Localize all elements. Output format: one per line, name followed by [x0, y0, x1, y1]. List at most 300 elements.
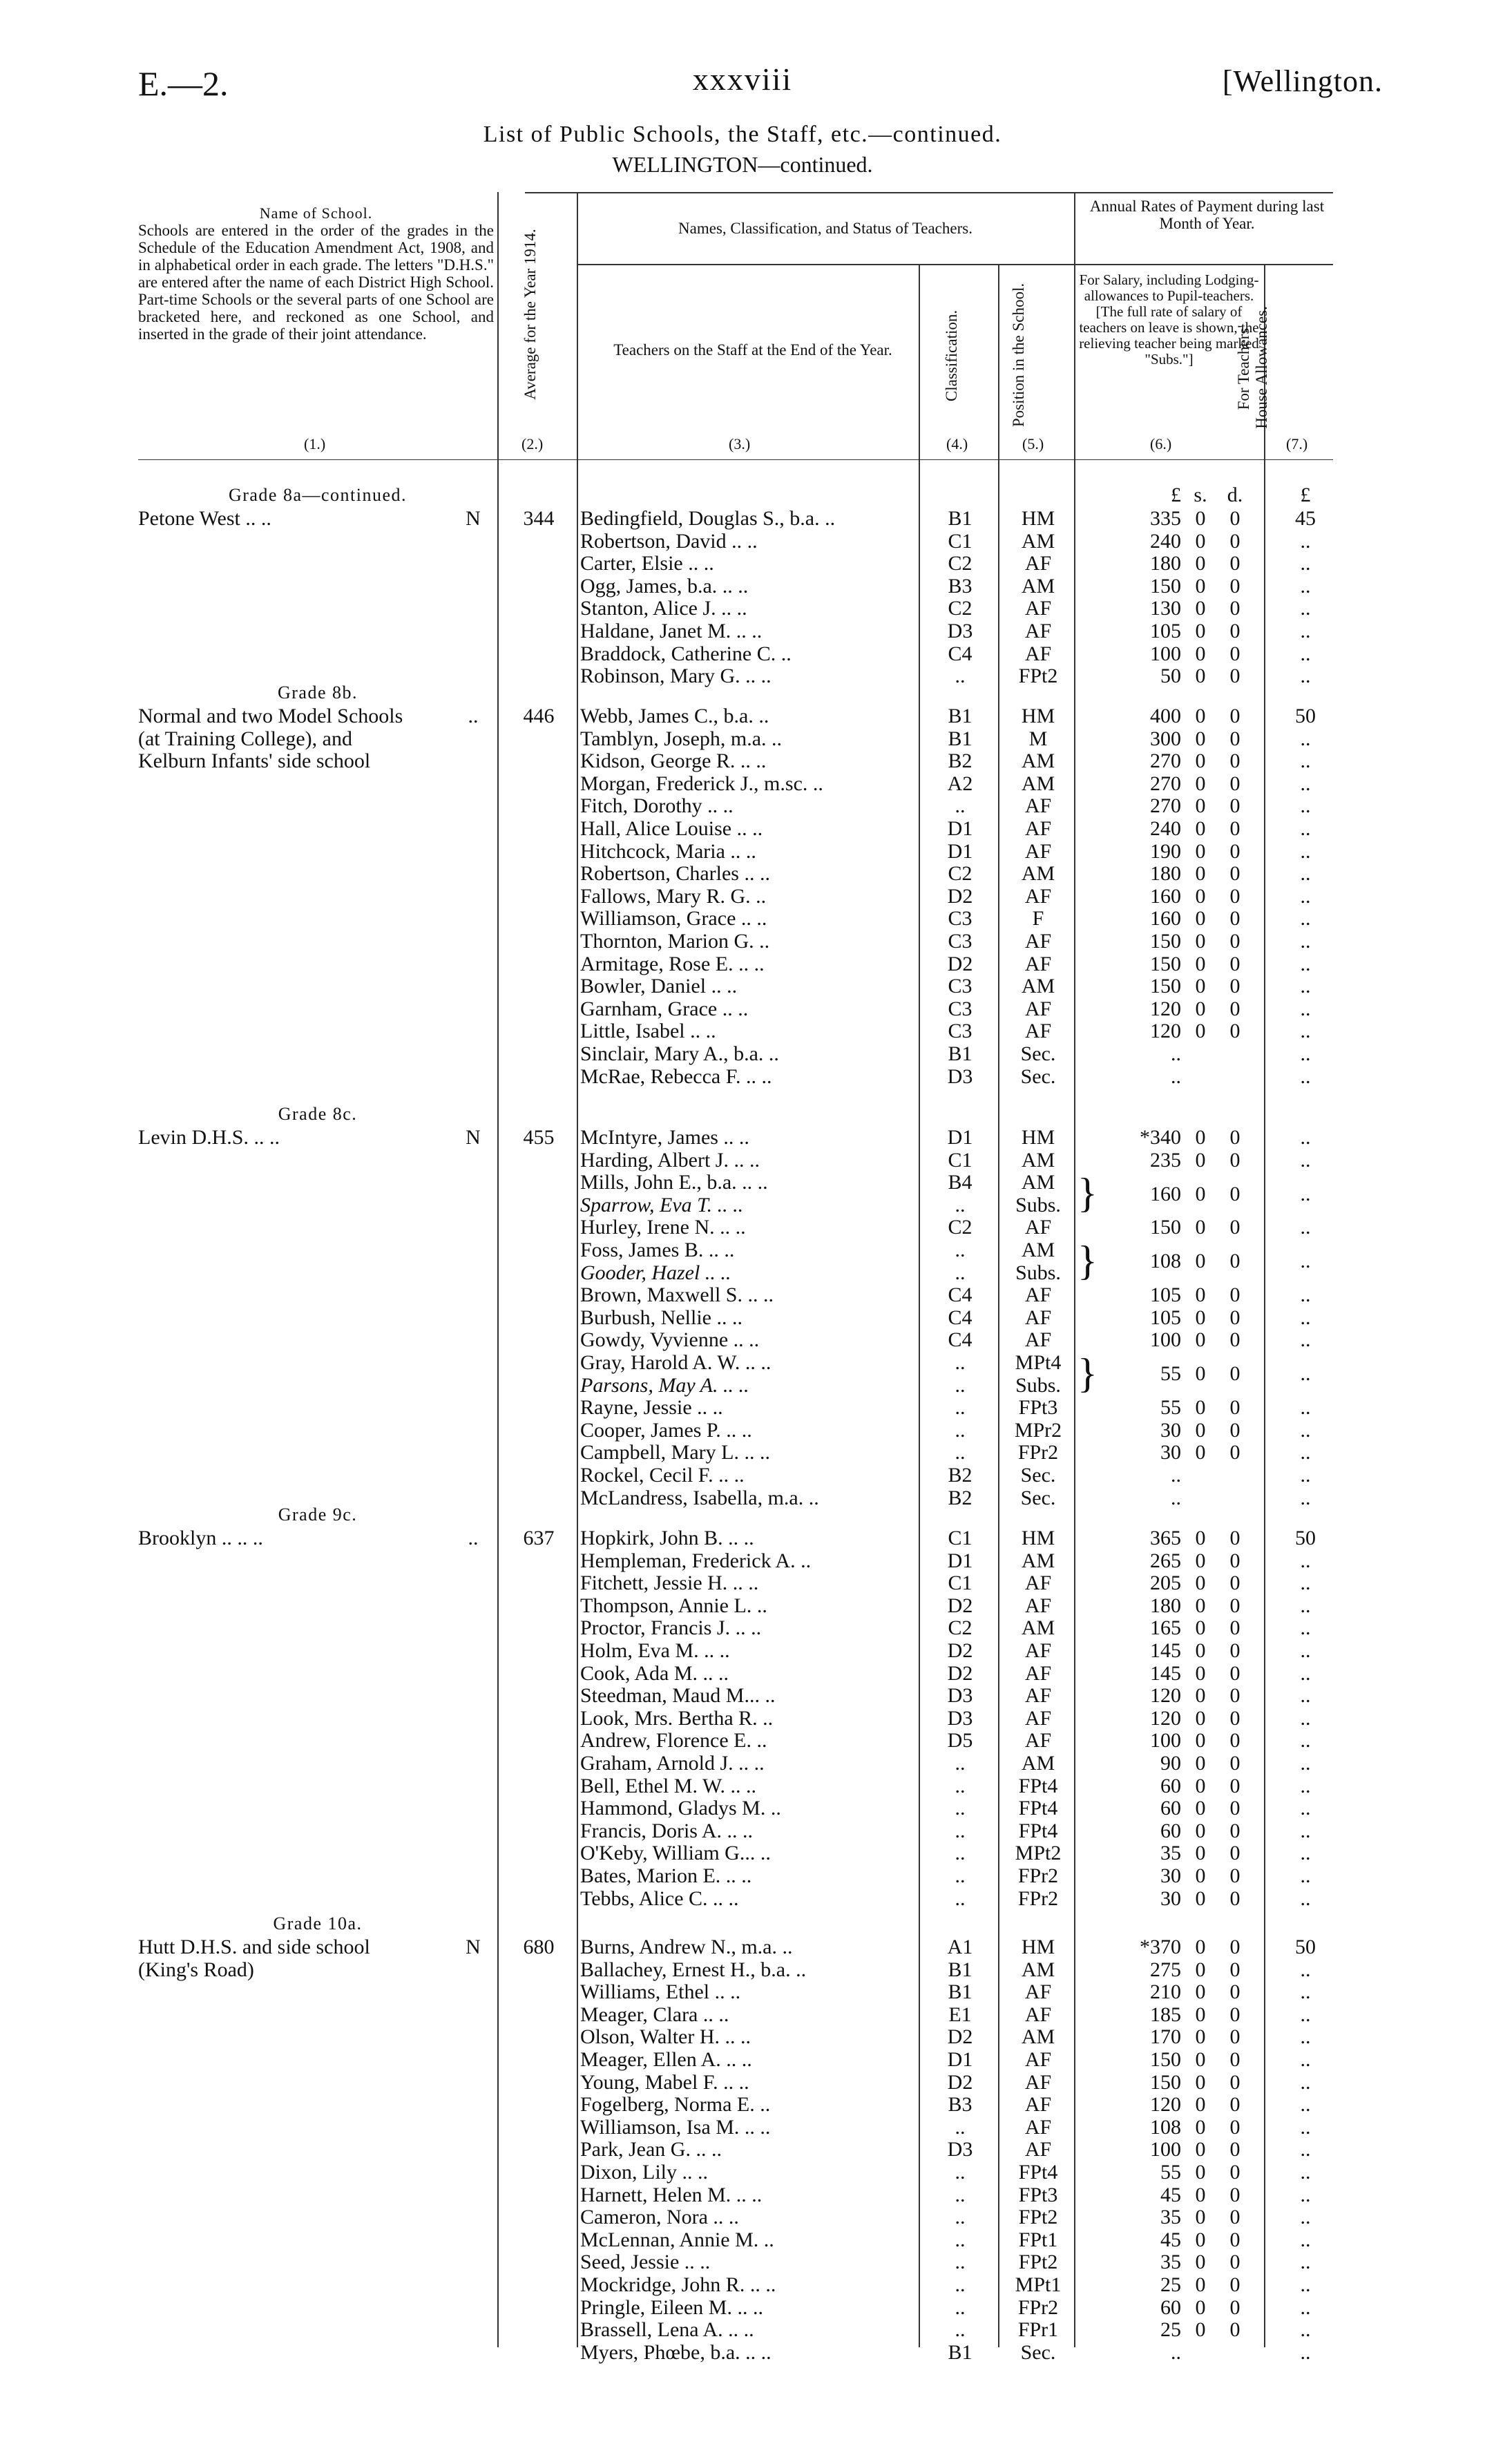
teacher-name: Gray, Harold A. W. .. ..	[580, 1351, 772, 1374]
salary-shillings: 0	[1195, 2318, 1206, 2342]
classification-cell: B4	[948, 1171, 973, 1194]
classification-cell: C2	[948, 1616, 973, 1640]
classification-cell: ..	[955, 2206, 966, 2229]
salary-pounds: 270	[1150, 772, 1181, 795]
salary-pence: 0	[1229, 1639, 1240, 1662]
teacher-name: Carter, Elsie .. ..	[580, 552, 714, 575]
salary-pence: 0	[1229, 1441, 1240, 1464]
house-allowance: ..	[1300, 1572, 1311, 1595]
position-cell: Sec.	[1020, 2340, 1056, 2364]
teacher-name: Ballachey, Ernest H., b.a. ..	[580, 1958, 807, 1981]
header-bottom-rule	[138, 459, 1333, 460]
salary-pence: 0	[1229, 529, 1240, 553]
position-cell: AM	[1021, 1958, 1055, 1981]
col-num-7: (7.)	[1286, 435, 1308, 452]
salary-pounds: 108	[1150, 2115, 1181, 2139]
house-allowance: ..	[1300, 1396, 1311, 1420]
salary-pounds: 105	[1150, 620, 1181, 642]
house-allowance: ..	[1300, 1842, 1311, 1865]
position-cell: FPr2	[1017, 1441, 1059, 1464]
classification-cell: C1	[948, 1148, 973, 1172]
classification-cell: ..	[955, 2161, 966, 2184]
house-allowance: ..	[1300, 1250, 1311, 1273]
salary-pounds: 240	[1150, 529, 1181, 553]
salary-shillings: 0	[1195, 2070, 1206, 2094]
classification-cell: ..	[955, 665, 966, 688]
position-cell: AF	[1024, 1594, 1052, 1617]
grade-heading: Grade 10a.	[273, 1913, 363, 1933]
salary-pence: 0	[1229, 975, 1240, 998]
teacher-name: Robertson, Charles .. ..	[580, 862, 770, 886]
classification-cell: C1	[948, 1572, 973, 1595]
salary-pence: 0	[1229, 2048, 1240, 2071]
salary-pence: 0	[1229, 1572, 1240, 1595]
classification-cell: B1	[948, 507, 973, 530]
col-num-3: (3.)	[729, 435, 751, 452]
classification-cell: D2	[947, 952, 973, 975]
teacher-name: McIntyre, James .. ..	[580, 1126, 749, 1149]
teacher-name: Fallows, Mary R. G. ..	[580, 884, 767, 908]
salary-shillings: 0	[1195, 2161, 1206, 2184]
salary-shillings: 0	[1195, 2228, 1206, 2251]
classification-cell: B1	[948, 2340, 973, 2364]
school-column-title: Name of School.	[259, 204, 373, 222]
teacher-name: Mills, John E., b.a. .. ..	[580, 1171, 768, 1194]
salary-pence: 0	[1229, 2003, 1240, 2026]
teacher-name: Cook, Ada M. .. ..	[580, 1661, 729, 1685]
salary-pounds: ..	[1171, 2340, 1181, 2364]
classification-cell: ..	[955, 1797, 966, 1820]
salary-pence: 0	[1229, 2228, 1240, 2251]
teacher-name: McLandress, Isabella, m.a. ..	[580, 1486, 819, 1509]
classification-cell: C4	[948, 642, 973, 665]
classification-cell: ..	[955, 1351, 966, 1374]
salary-pounds: 90	[1160, 1752, 1181, 1775]
teacher-name: Stanton, Alice J. .. ..	[580, 597, 747, 620]
salary-pence: 0	[1229, 665, 1240, 688]
salary-shillings: 0	[1195, 1396, 1206, 1420]
school-type-mark: N	[466, 1126, 481, 1149]
teacher-name: Fitchett, Jessie H. .. ..	[580, 1572, 759, 1595]
teacher-name: Garnham, Grace .. ..	[580, 997, 749, 1020]
salary-pence: 0	[1229, 1842, 1240, 1865]
position-cell: F	[1032, 907, 1044, 930]
salary-pounds: 60	[1160, 1797, 1181, 1820]
classification-cell: C3	[948, 975, 973, 998]
salary-pounds: 160	[1150, 907, 1181, 930]
house-allowance: ..	[1300, 1126, 1311, 1149]
salary-pounds: 35	[1160, 2251, 1181, 2274]
salary-shillings: 0	[1195, 1842, 1206, 1865]
salary-pounds: 150	[1150, 574, 1181, 598]
house-allowance: ..	[1300, 1418, 1311, 1442]
house-allowance: ..	[1300, 2161, 1311, 2184]
salary-shillings: 0	[1195, 1797, 1206, 1820]
salary-pounds: 170	[1150, 2025, 1181, 2049]
position-cell: AM	[1021, 1549, 1055, 1572]
salary-shillings: 0	[1195, 552, 1206, 575]
position-cell: AM	[1021, 574, 1055, 598]
salary-shillings: 0	[1195, 1306, 1206, 1329]
teacher-name: Andrew, Florence E. ..	[580, 1729, 767, 1753]
salary-shillings: 0	[1195, 1752, 1206, 1775]
salary-shillings: 0	[1195, 952, 1206, 975]
salary-pounds: 150	[1150, 1216, 1181, 1239]
salary-shillings: 0	[1195, 749, 1206, 773]
school-type-mark: N	[466, 1936, 481, 1958]
teacher-name: Hopkirk, John B. .. ..	[580, 1527, 754, 1549]
salary-pence: 0	[1229, 1362, 1240, 1386]
house-allowance: ..	[1300, 1216, 1311, 1239]
teacher-name: Webb, James C., b.a. ..	[580, 705, 769, 727]
salary-pence: 0	[1229, 1774, 1240, 1797]
position-cell: AF	[1024, 1980, 1052, 2004]
classification-cell: C4	[948, 1306, 973, 1329]
annual-rates-header: Annual Rates of Payment during last Month of Year.	[1089, 198, 1325, 232]
salary-pence: 0	[1229, 2070, 1240, 2094]
house-allowance: ..	[1300, 952, 1311, 975]
salary-pounds: 30	[1160, 1418, 1181, 1442]
salary-pence: 0	[1229, 884, 1240, 908]
teacher-name: Meager, Clara .. ..	[580, 2003, 729, 2026]
position-cell: AM	[1021, 975, 1055, 998]
house-allowance: ..	[1300, 1819, 1311, 1842]
classification-cell: ..	[955, 1864, 966, 1887]
teacher-name: Bell, Ethel M. W. .. ..	[580, 1774, 756, 1797]
salary-pounds: 30	[1160, 1441, 1181, 1464]
school-name: Normal and two Model Schools	[138, 705, 403, 727]
salary-pence: 0	[1229, 2115, 1240, 2139]
salary-pounds: 60	[1160, 1774, 1181, 1797]
salary-pence: 0	[1229, 1250, 1240, 1273]
salary-pounds: 108	[1150, 1250, 1181, 1273]
salary-shillings: 0	[1195, 2025, 1206, 2049]
classification-cell: ..	[955, 1819, 966, 1842]
salary-shillings: 0	[1195, 2138, 1206, 2161]
teacher-name: Cooper, James P. .. ..	[580, 1418, 752, 1442]
salary-shillings: 0	[1195, 1549, 1206, 1572]
teacher-name: Seed, Jessie .. ..	[580, 2251, 711, 2274]
position-cell: Subs.	[1015, 1373, 1061, 1397]
salary-pence: 0	[1229, 2025, 1240, 2049]
salary-pounds: 35	[1160, 2206, 1181, 2229]
classification-cell: ..	[955, 1396, 966, 1420]
position-cell: AF	[1024, 1639, 1052, 1662]
teacher-name: Hammond, Gladys M. ..	[580, 1797, 781, 1820]
salary-pence: 0	[1229, 552, 1240, 575]
house-allowance: ..	[1300, 529, 1311, 553]
position-cell: AM	[1021, 1239, 1055, 1261]
salary-pence: 0	[1229, 1549, 1240, 1572]
position-cell: AF	[1024, 2138, 1052, 2161]
position-cell: AF	[1024, 597, 1052, 620]
salary-pounds: ..	[1171, 1464, 1181, 1487]
classification-cell: C2	[948, 597, 973, 620]
salary-pence: 0	[1229, 1182, 1240, 1205]
salary-pounds: 150	[1150, 930, 1181, 953]
position-cell: AF	[1024, 2070, 1052, 2094]
salary-pence: 0	[1229, 1797, 1240, 1820]
house-allowance: ..	[1300, 2206, 1311, 2229]
salary-pounds: 60	[1160, 2295, 1181, 2319]
salary-shillings: 0	[1195, 817, 1206, 840]
salary-shillings: 0	[1195, 1639, 1206, 1662]
position-cell: FPr2	[1017, 1864, 1059, 1887]
school-column-description: Schools are entered in the order of the grades in the Schedule of the Education Amendment Act, 1908, and in alphabetical order in each grade. The letters "D.H.S." are entered after the name of each District High School. Part-time Schools or the several parts of one School are bracketed here, and reckoned as one School, and inserted in the grade of their joint attendance.	[138, 222, 494, 343]
salary-pence: 0	[1229, 1819, 1240, 1842]
unit-shilling: s.	[1194, 484, 1207, 506]
salary-pence: 0	[1229, 930, 1240, 953]
teacher-name: Hempleman, Frederick A. ..	[580, 1549, 812, 1572]
teacher-name: Rayne, Jessie .. ..	[580, 1396, 723, 1420]
classification-cell: ..	[955, 2273, 966, 2296]
unit-pound-house: £	[1300, 484, 1311, 506]
salary-pence: 0	[1229, 749, 1240, 773]
house-allowance: ..	[1300, 862, 1311, 886]
position-cell: AM	[1021, 1752, 1055, 1775]
house-allowance: ..	[1300, 2183, 1311, 2206]
teacher-name: Kidson, George R. .. ..	[580, 749, 767, 773]
house-allowance: ..	[1300, 1594, 1311, 1617]
classification-cell: B2	[948, 1464, 973, 1487]
salary-pounds: 150	[1150, 975, 1181, 998]
salary-pounds: 55	[1160, 1396, 1181, 1420]
salary-pounds: 30	[1160, 1864, 1181, 1887]
position-cell: AF	[1024, 839, 1052, 863]
classification-cell: ..	[955, 1239, 966, 1261]
house-allowance-column-header: For Teachers' House Allowances.	[1235, 306, 1270, 429]
position-cell: AF	[1024, 1216, 1052, 1239]
salary-pounds: 55	[1160, 2161, 1181, 2184]
position-cell: AF	[1024, 1306, 1052, 1329]
house-allowance: ..	[1300, 1283, 1311, 1307]
salary-shillings: 0	[1195, 2115, 1206, 2139]
house-allowance: ..	[1300, 1328, 1311, 1352]
house-allowance: ..	[1300, 2273, 1311, 2296]
salary-pence: 0	[1229, 2251, 1240, 2274]
position-cell: FPt4	[1018, 1819, 1058, 1842]
teacher-name: Little, Isabel .. ..	[580, 1020, 716, 1043]
classification-cell: B3	[948, 2093, 973, 2117]
salary-shillings: 0	[1195, 794, 1206, 818]
classification-cell: B1	[948, 705, 973, 727]
col-divider-6	[1264, 264, 1265, 2347]
house-allowance: ..	[1300, 2003, 1311, 2026]
salary-pounds: 240	[1150, 817, 1181, 840]
teacher-name: O'Keby, William G... ..	[580, 1842, 771, 1865]
classification-cell: C2	[948, 1216, 973, 1239]
salary-shillings: 0	[1195, 1661, 1206, 1685]
salary-pounds: 145	[1150, 1661, 1181, 1685]
teacher-name: Park, Jean G. .. ..	[580, 2138, 722, 2161]
classification-cell: C3	[948, 907, 973, 930]
teacher-name: Rockel, Cecil F. .. ..	[580, 1464, 745, 1487]
salary-shillings: 0	[1195, 1958, 1206, 1981]
teacher-name: Look, Mrs. Bertha R. ..	[580, 1706, 774, 1730]
classification-cell: A1	[947, 1936, 973, 1958]
house-allowance: ..	[1300, 2340, 1311, 2364]
salary-pounds: *340	[1140, 1126, 1181, 1149]
house-allowance: ..	[1300, 2025, 1311, 2049]
house-allowance: ..	[1300, 1639, 1311, 1662]
region-heading: [Wellington.	[1222, 64, 1383, 98]
salary-pounds: 120	[1150, 1020, 1181, 1043]
salary-shillings: 0	[1195, 997, 1206, 1020]
salary-pounds: 120	[1150, 2093, 1181, 2117]
position-cell: AF	[1024, 2093, 1052, 2117]
salary-shillings: 0	[1195, 2183, 1206, 2206]
position-cell: AF	[1024, 930, 1052, 953]
salary-shillings: 0	[1195, 1216, 1206, 1239]
salary-pence: 0	[1229, 1594, 1240, 1617]
salary-shillings: 0	[1195, 2295, 1206, 2319]
salary-pounds: ..	[1171, 1064, 1181, 1088]
house-allowance: ..	[1300, 1958, 1311, 1981]
teacher-name: Burns, Andrew N., m.a. ..	[580, 1936, 793, 1958]
salary-shillings: 0	[1195, 1936, 1206, 1958]
house-allowance: ..	[1300, 2115, 1311, 2139]
teacher-name: Brassell, Lena A. .. ..	[580, 2318, 754, 2342]
salary-pounds: 30	[1160, 1887, 1181, 1910]
salary-shillings: 0	[1195, 2093, 1206, 2117]
house-allowance: ..	[1300, 1887, 1311, 1910]
teacher-name: Braddock, Catherine C. ..	[580, 642, 792, 665]
house-allowance: ..	[1300, 1797, 1311, 1820]
position-cell: Sec.	[1020, 1042, 1056, 1065]
position-cell: HM	[1021, 1126, 1055, 1149]
salary-pence: 0	[1229, 620, 1240, 642]
teacher-name: Proctor, Francis J. .. ..	[580, 1616, 762, 1640]
classification-cell: D5	[947, 1729, 973, 1753]
salary-pence: 0	[1229, 2273, 1240, 2296]
salary-shillings: 0	[1195, 1527, 1206, 1549]
house-allowance: ..	[1300, 1148, 1311, 1172]
position-cell: AF	[1024, 1706, 1052, 1730]
salary-shillings: 0	[1195, 884, 1206, 908]
position-cell: AF	[1024, 794, 1052, 818]
position-cell: AF	[1024, 817, 1052, 840]
house-allowance: 50	[1295, 705, 1316, 727]
salary-pounds: 150	[1150, 952, 1181, 975]
teacher-name: Olson, Walter H. .. ..	[580, 2025, 751, 2049]
position-cell: Sec.	[1020, 1064, 1056, 1088]
teacher-name: Hall, Alice Louise .. ..	[580, 817, 763, 840]
col-divider-1	[497, 192, 499, 2347]
house-allowance: ..	[1300, 1752, 1311, 1775]
classification-cell: D2	[947, 884, 973, 908]
teacher-name: Bedingfield, Douglas S., b.a. ..	[580, 507, 836, 530]
teacher-name: Bowler, Daniel .. ..	[580, 975, 738, 998]
col-divider-2	[577, 192, 578, 2347]
position-cell: Sec.	[1020, 1464, 1056, 1487]
position-cell: HM	[1021, 1936, 1055, 1958]
teacher-name: Thompson, Annie L. ..	[580, 1594, 767, 1617]
teacher-name: Young, Mabel F. .. ..	[580, 2070, 749, 2094]
classification-cell: E1	[948, 2003, 972, 2026]
salary-pence: 0	[1229, 1752, 1240, 1775]
salary-pounds: 25	[1160, 2273, 1181, 2296]
salary-pounds: 100	[1150, 2138, 1181, 2161]
classification-cell: ..	[955, 1752, 966, 1775]
salary-pounds: 45	[1160, 2183, 1181, 2206]
classification-cell: ..	[955, 2295, 966, 2319]
teacher-name: Fogelberg, Norma E. ..	[580, 2093, 771, 2117]
classification-cell: ..	[955, 1193, 966, 1216]
classification-cell: ..	[955, 2228, 966, 2251]
position-cell: FPt4	[1018, 2161, 1058, 2184]
house-allowance: ..	[1300, 1042, 1311, 1065]
classification-cell: ..	[955, 2115, 966, 2139]
teacher-name: Fitch, Dorothy .. ..	[580, 794, 734, 818]
teacher-name: Thornton, Marion G. ..	[580, 930, 770, 953]
classification-cell: B1	[948, 1958, 973, 1981]
school-name: Hutt D.H.S. and side school	[138, 1936, 370, 1958]
salary-shillings: 0	[1195, 1819, 1206, 1842]
salary-shillings: 0	[1195, 1774, 1206, 1797]
teacher-name: Haldane, Janet M. .. ..	[580, 620, 763, 642]
salary-pence: 0	[1229, 1684, 1240, 1708]
house-allowance: ..	[1300, 1464, 1311, 1487]
salary-shillings: 0	[1195, 975, 1206, 998]
salary-shillings: 0	[1195, 642, 1206, 665]
salary-shillings: 0	[1195, 2251, 1206, 2274]
house-allowance: ..	[1300, 1684, 1311, 1708]
position-cell: MPt1	[1015, 2273, 1062, 2296]
house-allowance: ..	[1300, 907, 1311, 930]
classification-cell: ..	[955, 1441, 966, 1464]
salary-pence: 0	[1229, 574, 1240, 598]
grade-heading: Grade 8c.	[278, 1104, 358, 1124]
house-allowance: ..	[1300, 2318, 1311, 2342]
salary-pence: 0	[1229, 907, 1240, 930]
col-num-4: (4.)	[946, 435, 968, 452]
position-cell: HM	[1021, 507, 1055, 530]
teacher-name: Hurley, Irene N. .. ..	[580, 1216, 746, 1239]
position-cell: AM	[1021, 2025, 1055, 2049]
salary-pounds: 165	[1150, 1616, 1181, 1640]
page-code: E.—2.	[138, 64, 229, 103]
classification-cell: B2	[948, 1486, 973, 1509]
salary-pence: 0	[1229, 1887, 1240, 1910]
position-cell: MPt2	[1015, 1842, 1062, 1865]
position-cell: Subs.	[1015, 1261, 1061, 1284]
position-cell: AM	[1021, 529, 1055, 553]
classification-cell: B2	[948, 749, 973, 773]
salary-shillings: 0	[1195, 1706, 1206, 1730]
teacher-name: Steedman, Maud M... ..	[580, 1684, 776, 1708]
salary-pounds: 45	[1160, 2228, 1181, 2251]
classification-cell: B1	[948, 1980, 973, 2004]
position-cell: AF	[1024, 997, 1052, 1020]
salary-pence: 0	[1229, 839, 1240, 863]
house-allowance: ..	[1300, 552, 1311, 575]
teacher-name: Mockridge, John R. .. ..	[580, 2273, 776, 2296]
classification-cell: C4	[948, 1283, 973, 1307]
header-top-rule	[525, 192, 1333, 193]
house-allowance: 50	[1295, 1527, 1316, 1549]
col-num-2: (2.)	[521, 435, 544, 452]
position-cell: AM	[1021, 862, 1055, 886]
house-allowance: ..	[1300, 1441, 1311, 1464]
col-divider-4	[998, 264, 999, 2347]
salary-pounds: 210	[1150, 1980, 1181, 2004]
salary-shillings: 0	[1195, 574, 1206, 598]
house-allowance: ..	[1300, 930, 1311, 953]
position-cell: FPr1	[1017, 2318, 1059, 2342]
salary-shillings: 0	[1195, 1572, 1206, 1595]
teacher-name: Dixon, Lily .. ..	[580, 2161, 708, 2184]
teacher-name: Burbush, Nellie .. ..	[580, 1306, 742, 1329]
